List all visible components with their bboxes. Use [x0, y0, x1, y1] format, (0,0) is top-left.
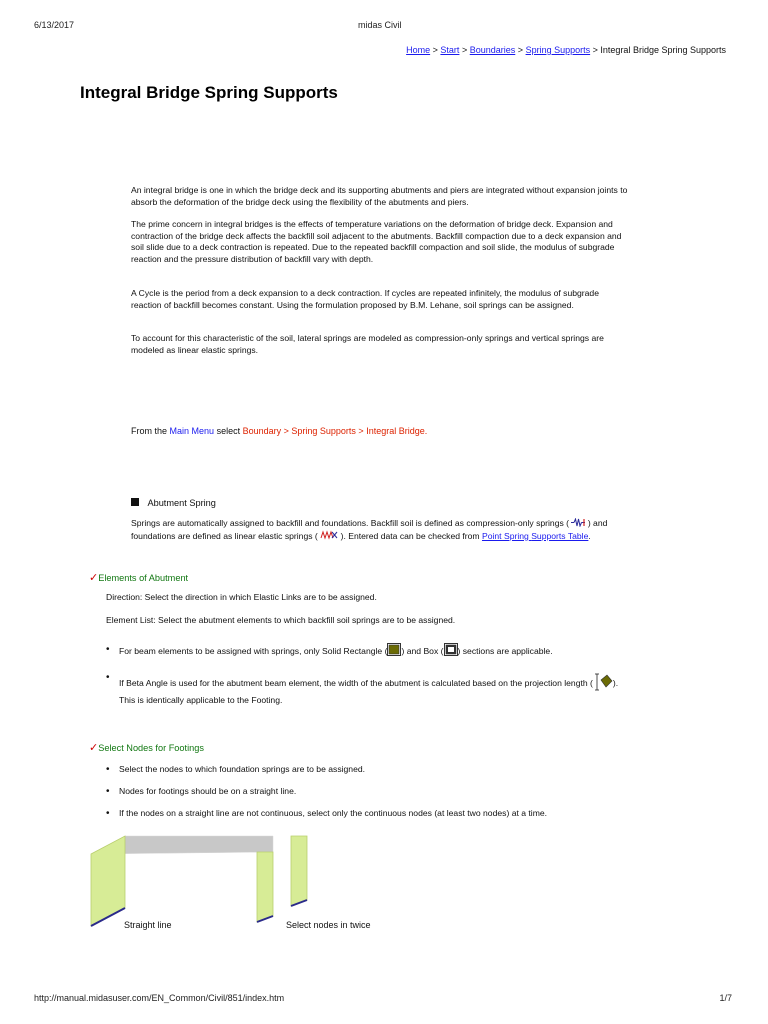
projection-length-icon — [593, 672, 613, 695]
intro-paragraph-3: A Cycle is the period from a deck expansion to a deck contraction. If cycles are repeated infinitely, the modulus of subgrade reaction of backfill becomes constant. Using the formulation proposed by B.M. Lehane, soil springs can be assigned. — [131, 288, 599, 310]
intro-paragraph-2: The prime concern in integral bridges is the effects of temperature variations on the deformation of bridge deck. Expansion and contraction of the bridge deck affects the backfill soil adjacent to the abutments. Backfill compaction due to a deck expansion and soil slide due to a deck contraction is repeated. Due to the repeated backfill compaction and soil slide, the modulus of subgrade reaction and the pressure distribution of backfill vary with depth. — [131, 219, 622, 264]
square-bullet-icon — [131, 498, 139, 506]
select-nodes-footings-heading — [89, 738, 204, 756]
direction-text: Direction: Select the direction in which Elastic Links are to be assigned. — [106, 592, 377, 602]
breadcrumb-separator: > — [432, 45, 438, 55]
footer-page-number: 1/7 — [719, 993, 732, 1003]
solid-rectangle-section-icon — [387, 643, 401, 660]
footings-heading-text: Select Nodes for Footings — [98, 743, 204, 753]
list-item: • For beam elements to be assigned with springs, only Solid Rectangle ( ) and Box ( ) sections are applicable. — [106, 643, 716, 660]
menu-path-prefix: From the — [131, 426, 168, 436]
list-item: • Nodes for footings should be on a straight line. — [106, 786, 726, 797]
abutment-spring-heading — [131, 493, 216, 511]
main-menu-label: Main Menu — [169, 426, 215, 436]
list-item: • If Beta Angle is used for the abutment beam element, the width of the abutment is calculated based on the projection length ( ). This is identically applicable to the Footing. — [106, 672, 726, 706]
abutment-spring-paragraph: Springs are automatically assigned to backfill and foundations. Backfill soil is defined as compression-only springs ( ) and foundations are defined as linear elastic springs ( ). Entered data can be checked from Point Spring Supports Table. — [131, 517, 636, 543]
figure-label-select-nodes: Select nodes in twice — [286, 920, 371, 930]
beta-angle-bullet-list — [106, 672, 726, 706]
breadcrumb-separator: > — [592, 45, 598, 55]
abutment-text-a: Springs are automatically assigned to backfill and foundations. Backfill soil is defined as compression-only springs ( — [131, 518, 570, 528]
checkmark-icon: ✓ — [89, 742, 99, 754]
elements-bullet-list — [106, 643, 716, 660]
breadcrumb-spring-supports-link[interactable]: Spring Supports — [525, 45, 591, 55]
breadcrumb-start-link[interactable]: Start — [440, 45, 460, 55]
element-list-text: Element List: Select the abutment elements to which backfill soil springs are to be assigned. — [106, 615, 456, 625]
breadcrumb-current: Integral Bridge Spring Supports — [600, 45, 726, 55]
footings-bullet-list — [106, 764, 726, 819]
breadcrumb-home-link[interactable]: Home — [406, 45, 431, 55]
intro-paragraph-4: To account for this characteristic of the soil, lateral springs are modeled as compression-only springs and vertical springs are modeled as linear elastic springs. — [131, 333, 604, 355]
footing-nodes-figure — [85, 828, 385, 928]
breadcrumb-boundaries-link[interactable]: Boundaries — [469, 45, 516, 55]
print-app-title: midas Civil — [358, 20, 402, 30]
list-item: • Select the nodes to which foundation springs are to be assigned. — [106, 764, 726, 775]
page-title: Integral Bridge Spring Supports — [80, 83, 338, 102]
list-item: • If the nodes on a straight line are not continuous, select only the continuous nodes (at least two nodes) at a time. — [106, 808, 726, 819]
abutment-heading-text: Abutment Spring — [147, 498, 216, 508]
box-section-icon — [444, 643, 458, 660]
breadcrumb-separator: > — [517, 45, 524, 55]
breadcrumb-separator: > — [461, 45, 468, 55]
elements-of-abutment-heading — [89, 568, 188, 586]
figure-label-straight-line: Straight line — [124, 920, 172, 930]
abutment-text-c: ). Entered data can be checked from — [340, 530, 480, 541]
linear-elastic-spring-icon — [320, 530, 338, 543]
right-abutment-wall-left — [257, 852, 273, 922]
abutment-text-b: ) and foundations are defined as linear elastic springs ( — [131, 518, 608, 541]
menu-path-mid: select — [216, 426, 241, 436]
footer-url: http://manual.midasuser.com/EN_Common/Civil/851/index.htm — [34, 993, 285, 1003]
menu-path-instruction — [131, 426, 427, 436]
checkmark-icon: ✓ — [89, 572, 99, 584]
menu-path-location: Boundary > Spring Supports > Integral Bridge. — [242, 426, 428, 436]
right-abutment-wall-right — [291, 836, 307, 906]
elements-heading-text: Elements of Abutment — [98, 573, 189, 583]
breadcrumb — [406, 45, 726, 55]
intro-paragraph-1: An integral bridge is one in which the bridge deck and its supporting abutments and piers are integrated without expansion joints to absorb the deformation of the bridge deck using the flexibility of the abutments and piers. — [131, 185, 628, 207]
left-abutment-wall — [91, 836, 125, 926]
point-spring-supports-table-link[interactable]: Point Spring Supports Table — [481, 530, 589, 541]
compression-only-spring-icon — [571, 518, 585, 530]
print-date: 6/13/2017 — [34, 20, 75, 30]
